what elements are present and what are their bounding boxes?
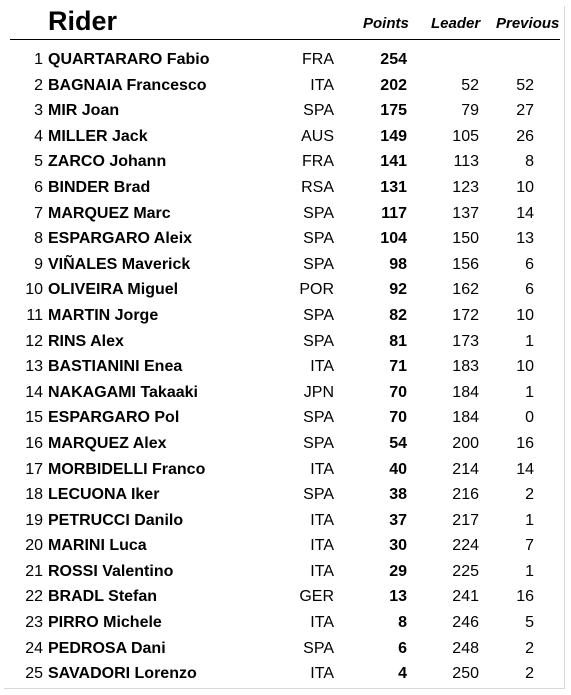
previous-gap-cell: 16 [516, 588, 534, 606]
table-row [0, 329, 571, 355]
leader-gap-cell: 225 [452, 562, 479, 580]
table-row [0, 98, 571, 124]
rider-name-cell: LECUONA Iker [48, 486, 160, 504]
nation-cell: SPA [303, 204, 334, 222]
rider-name-cell: PIRRO Michele [48, 614, 162, 632]
points-cell: 202 [380, 76, 407, 94]
previous-gap-cell: 8 [525, 153, 534, 171]
rider-name-cell: SAVADORI Lorenzo [48, 665, 197, 683]
nation-cell: ITA [310, 562, 334, 580]
nation-cell: SPA [303, 230, 334, 248]
previous-gap-cell: 52 [516, 76, 534, 94]
position-cell: 12 [25, 332, 43, 350]
nation-cell: SPA [303, 306, 334, 324]
header-divider [10, 39, 560, 40]
points-cell: 70 [389, 409, 407, 427]
position-cell: 3 [34, 102, 43, 120]
table-row [0, 175, 571, 201]
points-cell: 175 [380, 102, 407, 120]
leader-gap-cell: 184 [452, 409, 479, 427]
leader-gap-cell: 216 [452, 486, 479, 504]
table-row [0, 277, 571, 303]
points-cell: 30 [389, 537, 407, 555]
leader-gap-cell: 162 [452, 281, 479, 299]
points-cell: 141 [380, 153, 407, 171]
table-row [0, 149, 571, 175]
position-cell: 7 [34, 204, 43, 222]
leader-gap-cell: 248 [452, 639, 479, 657]
previous-gap-cell: 10 [516, 306, 534, 324]
previous-gap-cell: 1 [525, 511, 534, 529]
leader-gap-cell: 113 [453, 153, 479, 171]
rider-name-cell: MARQUEZ Marc [48, 204, 171, 222]
table-row [0, 636, 571, 662]
previous-gap-cell: 2 [525, 486, 534, 504]
points-cell: 92 [389, 281, 407, 299]
leader-gap-cell: 52 [461, 76, 479, 94]
leader-gap-cell: 79 [461, 102, 479, 120]
position-cell: 8 [34, 230, 43, 248]
nation-cell: SPA [303, 639, 334, 657]
position-cell: 22 [25, 588, 43, 606]
leader-gap-cell: 137 [452, 204, 479, 222]
nation-cell: POR [299, 281, 334, 299]
previous-gap-cell: 14 [516, 460, 534, 478]
table-header [0, 0, 571, 40]
rider-name-cell: ESPARGARO Aleix [48, 230, 193, 248]
position-cell: 19 [25, 511, 43, 529]
table-row [0, 47, 571, 73]
table-row [0, 124, 571, 150]
previous-gap-cell: 1 [525, 332, 534, 350]
table-row [0, 661, 571, 687]
column-header-points: Points [363, 15, 409, 32]
nation-cell: FRA [302, 153, 334, 171]
previous-gap-cell: 7 [525, 537, 534, 555]
points-cell: 98 [389, 255, 407, 273]
nation-cell: ITA [310, 358, 334, 376]
table-row [0, 252, 571, 278]
table-row [0, 201, 571, 227]
nation-cell: ITA [310, 76, 334, 94]
previous-gap-cell: 26 [516, 127, 534, 145]
position-cell: 25 [25, 665, 43, 683]
nation-cell: AUS [301, 127, 334, 145]
table-row [0, 508, 571, 534]
previous-gap-cell: 2 [525, 665, 534, 683]
points-cell: 131 [380, 178, 407, 196]
previous-gap-cell: 10 [516, 358, 534, 376]
rider-name-cell: MARQUEZ Alex [48, 434, 167, 452]
previous-gap-cell: 13 [516, 230, 534, 248]
points-cell: 8 [398, 614, 407, 632]
previous-gap-cell: 16 [516, 434, 534, 452]
nation-cell: SPA [303, 486, 334, 504]
rider-name-cell: OLIVEIRA Miguel [48, 281, 179, 299]
column-header-previous: Previous [496, 15, 560, 32]
table-row [0, 482, 571, 508]
position-cell: 11 [26, 306, 43, 324]
table-row [0, 533, 571, 559]
leader-gap-cell: 105 [452, 127, 479, 145]
rider-name-cell: MORBIDELLI Franco [48, 460, 206, 478]
standings-table [0, 47, 571, 687]
points-cell: 82 [389, 306, 407, 324]
rider-name-cell: BASTIANINI Enea [48, 358, 183, 376]
table-row [0, 610, 571, 636]
leader-gap-cell: 246 [452, 614, 479, 632]
position-cell: 15 [25, 409, 43, 427]
table-row [0, 226, 571, 252]
leader-gap-cell: 172 [452, 306, 479, 324]
points-cell: 38 [389, 486, 407, 504]
rider-name-cell: MIR Joan [48, 102, 120, 120]
leader-gap-cell: 214 [452, 460, 479, 478]
rider-name-cell: BRADL Stefan [48, 588, 158, 606]
table-row [0, 584, 571, 610]
previous-gap-cell: 1 [525, 383, 534, 401]
points-cell: 29 [389, 562, 407, 580]
points-cell: 71 [389, 358, 407, 376]
nation-cell: SPA [303, 434, 334, 452]
position-cell: 17 [25, 460, 43, 478]
rider-name-cell: MARINI Luca [48, 537, 147, 555]
leader-gap-cell: 184 [452, 383, 479, 401]
nation-cell: JPN [303, 383, 334, 401]
page-title: Rider [48, 6, 118, 36]
previous-gap-cell: 6 [525, 281, 534, 299]
nation-cell: ITA [310, 614, 334, 632]
position-cell: 16 [25, 434, 43, 452]
table-row [0, 405, 571, 431]
column-header-leader: Leader [431, 15, 481, 32]
rider-name-cell: BAGNAIA Francesco [48, 76, 207, 94]
points-cell: 40 [389, 460, 407, 478]
rider-name-cell: PETRUCCI Danilo [48, 511, 184, 529]
position-cell: 21 [25, 562, 43, 580]
position-cell: 24 [25, 639, 43, 657]
leader-gap-cell: 241 [452, 588, 479, 606]
table-row [0, 380, 571, 406]
rider-name-cell: PEDROSA Dani [48, 639, 166, 657]
table-row [0, 559, 571, 585]
nation-cell: SPA [303, 255, 334, 273]
points-cell: 117 [381, 204, 407, 222]
nation-cell: ITA [310, 511, 334, 529]
rider-name-cell: QUARTARARO Fabio [48, 51, 210, 68]
nation-cell: ITA [310, 537, 334, 555]
nation-cell: SPA [303, 102, 334, 120]
leader-gap-cell: 150 [452, 230, 479, 248]
position-cell: 20 [25, 537, 43, 555]
leader-gap-cell: 156 [452, 255, 479, 273]
position-cell: 1 [34, 51, 43, 68]
position-cell: 13 [25, 358, 43, 376]
rider-name-cell: BINDER Brad [48, 178, 151, 196]
table-row [0, 303, 571, 329]
previous-gap-cell: 14 [516, 204, 534, 222]
points-cell: 149 [380, 127, 407, 145]
table-row [0, 431, 571, 457]
rider-name-cell: ROSSI Valentino [48, 562, 174, 580]
position-cell: 4 [34, 127, 43, 145]
nation-cell: SPA [303, 332, 334, 350]
position-cell: 23 [25, 614, 43, 632]
rider-name-cell: NAKAGAMI Takaaki [48, 383, 198, 401]
leader-gap-cell: 200 [452, 434, 479, 452]
leader-gap-cell: 123 [452, 178, 479, 196]
leader-gap-cell: 173 [452, 332, 479, 350]
points-cell: 254 [380, 51, 407, 68]
rider-name-cell: VIÑALES Maverick [48, 255, 191, 273]
nation-cell: ITA [310, 665, 334, 683]
points-cell: 37 [389, 511, 407, 529]
previous-gap-cell: 0 [525, 409, 534, 427]
table-row [0, 73, 571, 99]
leader-gap-cell: 224 [452, 537, 479, 555]
rider-name-cell: ESPARGARO Pol [48, 409, 180, 427]
previous-gap-cell: 10 [516, 178, 534, 196]
position-cell: 2 [34, 76, 43, 94]
leader-gap-cell: 250 [452, 665, 479, 683]
previous-gap-cell: 27 [516, 102, 534, 120]
points-cell: 104 [380, 230, 407, 248]
previous-gap-cell: 6 [525, 255, 534, 273]
position-cell: 10 [25, 281, 43, 299]
position-cell: 18 [25, 486, 43, 504]
position-cell: 5 [34, 153, 43, 171]
leader-gap-cell: 183 [452, 358, 479, 376]
nation-cell: SPA [303, 409, 334, 427]
nation-cell: ITA [310, 460, 334, 478]
previous-gap-cell: 5 [525, 614, 534, 632]
points-cell: 70 [389, 383, 407, 401]
points-cell: 4 [398, 665, 407, 683]
previous-gap-cell: 1 [525, 562, 534, 580]
table-row [0, 457, 571, 483]
position-cell: 6 [34, 178, 43, 196]
points-cell: 6 [398, 639, 407, 657]
points-cell: 54 [389, 434, 407, 452]
nation-cell: RSA [301, 178, 334, 196]
nation-cell: GER [299, 588, 334, 606]
rider-name-cell: ZARCO Johann [48, 153, 167, 171]
nation-cell: FRA [302, 51, 334, 68]
points-cell: 81 [389, 332, 407, 350]
points-cell: 13 [389, 588, 407, 606]
leader-gap-cell: 217 [452, 511, 479, 529]
position-cell: 9 [34, 255, 43, 273]
position-cell: 14 [25, 383, 43, 401]
table-row [0, 354, 571, 380]
rider-name-cell: MARTIN Jorge [48, 306, 159, 324]
previous-gap-cell: 2 [525, 639, 534, 657]
rider-name-cell: MILLER Jack [48, 127, 148, 145]
rider-name-cell: RINS Alex [48, 332, 124, 350]
